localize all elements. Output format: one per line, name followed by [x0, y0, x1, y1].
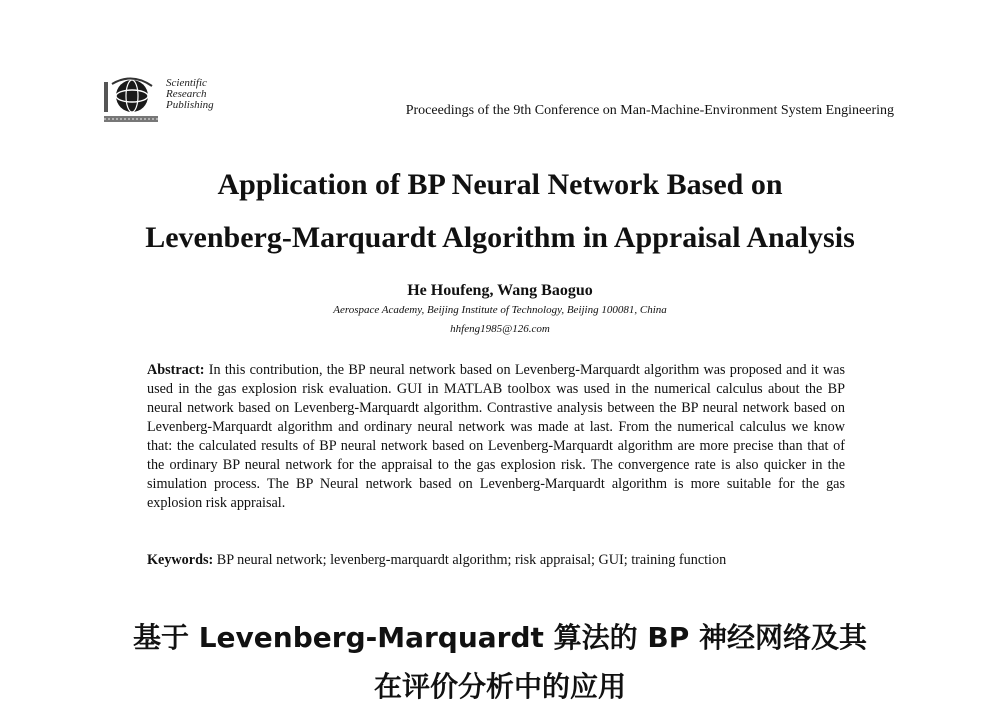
keywords: [147, 551, 845, 570]
globe-icon: [104, 74, 160, 126]
proceedings-header: Proceedings of the 9th Conference on Man-Machine-Environment System Engineering: [405, 103, 894, 118]
page-header: [104, 74, 894, 126]
paper-title-line-1: Application of BP Neural Network Based on: [217, 168, 783, 201]
author-email[interactable]: hhfeng1985@126.com: [450, 323, 550, 335]
chinese-title-line-1: 基于 Levenberg-Marquardt 算法的 BP 神经网络及其: [132, 621, 868, 654]
paper-title-line-2: Levenberg-Marquardt Algorithm in Appraisal Analysis: [145, 221, 855, 254]
chinese-title-line-2: 在评价分析中的应用: [373, 670, 626, 703]
logo-line-2: Research: [166, 88, 207, 100]
abstract: [147, 361, 845, 513]
logo-line-1: Scientific: [166, 77, 207, 89]
keywords-label: Keywords:: [147, 552, 217, 568]
abstract-text: In this contribution, the BP neural network based on Levenberg-Marquardt algorithm was proposed and it was used in the gas explosion risk evaluation. GUI in MATLAB toolbox was used in the numerical calculus about the BP neural network based on Levenberg-Marquardt algorithm. Contrastive analysis between the BP neural network based on Levenberg-Marquardt algorithm and ordinary neural network was made at last. From the numerical calculus we know that: the calculated results of BP neural network based on Levenberg-Marquardt algorithm are more precise than that of the ordinary BP neural network for the appraisal to the gas explosion risk. The convergence rate is also quicker in the simulation process. The BP Neural network based on Levenberg-Marquardt algorithm is more suitable for the gas explosion risk appraisal.: [147, 362, 845, 511]
publisher-name: [166, 78, 214, 111]
keywords-text: BP neural network; levenberg-marquardt algorithm; risk appraisal; GUI; training function: [216, 552, 727, 568]
abstract-label: Abstract:: [147, 362, 209, 378]
logo-line-3: Publishing: [166, 99, 214, 111]
affiliation: Aerospace Academy, Beijing Institute of Technology, Beijing 100081, China: [333, 304, 667, 316]
authors: He Houfeng, Wang Baoguo: [407, 282, 593, 299]
publisher-logo: [104, 74, 224, 126]
